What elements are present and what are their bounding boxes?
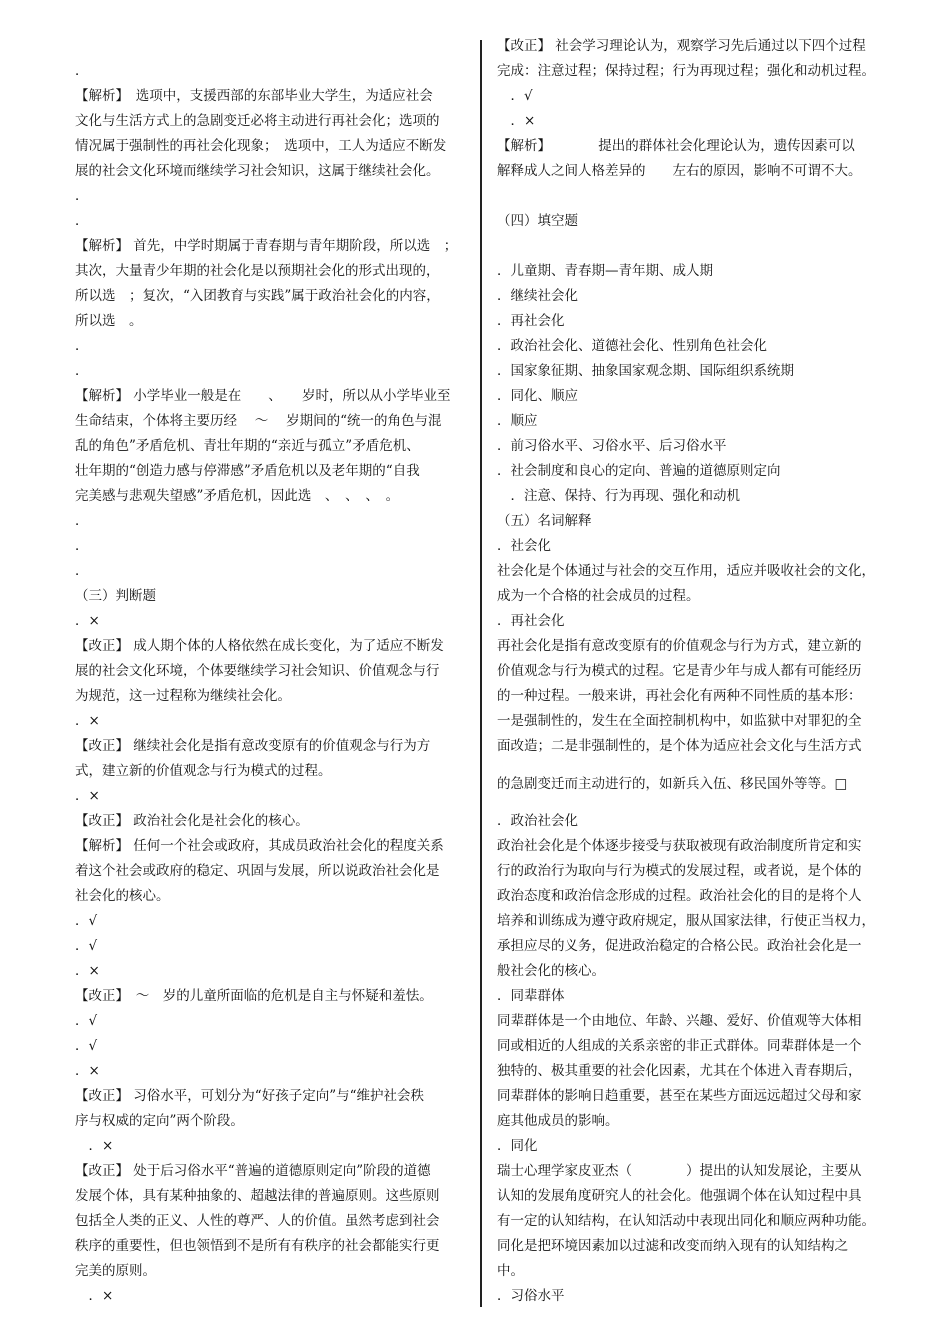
right-column-line: ．政治社会化、道德社会化、性别角色社会化	[497, 338, 767, 354]
left-column-line: ．×	[75, 788, 100, 804]
right-column-line: 同或相近的人组成的关系亲密的非正式群体。同辈群体是一个	[497, 1038, 862, 1054]
left-column-line: ．√	[75, 1013, 98, 1029]
right-column-line: ．再社会化	[497, 613, 565, 629]
left-column-line: 【改正】 政治社会化是社会化的核心。	[75, 813, 309, 829]
left-column-line: 序与权威的定向”两个阶段。	[75, 1113, 244, 1129]
right-column-line: 政治态度和政治信念形成的过程。政治社会化的目的是将个人	[497, 888, 862, 904]
left-column-line: 所以选 。	[75, 313, 143, 329]
right-column-line: 面改造；二是非强制性的，是个体为适应社会文化与生活方式	[497, 738, 862, 754]
left-column-line: 【解析】 首先，中学时期属于青春期与青年期阶段，所以选 ；	[75, 238, 458, 254]
right-column-line: 解释成人之间人格差异的 左右的原因，影响不可谓不大。	[497, 163, 862, 179]
right-column-line: 成为一个合格的社会成员的过程。	[497, 588, 700, 604]
left-column-line: 着这个社会或政府的稳定、巩固与发展，所以说政治社会化是	[75, 863, 440, 879]
right-column-line: ．同化、顺应	[497, 388, 578, 404]
right-column-line: 培养和训练成为遵守政府规定，服从国家法律，行使正当权力，	[497, 913, 875, 929]
left-column-line: ．	[75, 188, 89, 204]
right-column-line: 再社会化是指有意改变原有的价值观念与行为方式，建立新的	[497, 638, 862, 654]
left-column-line: 为规范，这一过程称为继续社会化。	[75, 688, 291, 704]
right-column-line: 的一种过程。一般来讲，再社会化有两种不同性质的基本形：	[497, 688, 862, 704]
left-column-line: 包括全人类的正义、人性的尊严、人的价值。虽然考虑到社会	[75, 1213, 440, 1229]
right-column-line: 【改正】 社会学习理论认为，观察学习先后通过以下四个过程	[497, 38, 866, 54]
left-column-line: 【改正】 继续社会化是指有意改变原有的价值观念与行为方	[75, 738, 431, 754]
left-column-line: 社会化的核心。	[75, 888, 170, 904]
right-column-line: 同辈群体是一个由地位、年龄、兴趣、爱好、价值观等大体相	[497, 1013, 862, 1029]
left-column-line: 情况属于强制性的再社会化现象； 选项中，工人为适应不断发	[75, 138, 447, 154]
left-column-line: ．	[75, 563, 89, 579]
left-column-line: ．√	[75, 1038, 98, 1054]
left-column-line: ．×	[75, 713, 100, 729]
right-column-line: （四）填空题	[497, 213, 578, 229]
left-column-line: 【改正】 成人期个体的人格依然在成长变化，为了适应不断发	[75, 638, 444, 654]
right-column-line: 同化是把环境因素加以过滤和改变而纳入现有的认知结构之	[497, 1238, 848, 1254]
left-column-line: 发展个体，具有某种抽象的、超越法律的普遍原则。这些原则	[75, 1188, 440, 1204]
left-column-line: 完美感与悲观失望感”矛盾危机，因此选 、 、 、 。	[75, 488, 400, 504]
left-column-line: ．	[75, 538, 89, 554]
right-column-line: ．社会化	[497, 538, 551, 554]
left-column-line: 展的社会文化环境，个体要继续学习社会知识、价值观念与行	[75, 663, 440, 679]
left-column-line: （三）判断题	[75, 588, 156, 604]
right-column-line: 社会化是个体通过与社会的交互作用，适应并吸收社会的文化，	[497, 563, 875, 579]
right-column-line: 行的政治行为取向与行为模式的发展过程，或者说，是个体的	[497, 863, 862, 879]
left-column-line: 其次，大量青少年期的社会化是以预期社会化的形式出现的，	[75, 263, 440, 279]
right-column-line: ．习俗水平	[497, 1288, 565, 1304]
left-column-line: 生命结束，个体将主要历经 ～ 岁期间的“统一的角色与混	[75, 413, 442, 429]
left-column-line: ．×	[75, 1063, 100, 1079]
right-column-line: ．再社会化	[497, 313, 565, 329]
right-column-line: ．前习俗水平、习俗水平、后习俗水平	[497, 438, 727, 454]
left-column-line: ．×	[75, 1138, 114, 1154]
right-column-line: 庭其他成员的影响。	[497, 1113, 619, 1129]
column-divider	[480, 40, 482, 1307]
left-column-line: 【解析】 选项中，支援西部的东部毕业大学生，为适应社会	[75, 88, 433, 104]
left-column-line: ．×	[75, 613, 100, 629]
right-column-line: ．社会制度和良心的定向、普遍的道德原则定向	[497, 463, 781, 479]
left-column-line: ．	[75, 363, 89, 379]
left-column-line: 【改正】 处于后习俗水平“普遍的道德原则定向”阶段的道德	[75, 1163, 431, 1179]
right-column-line: ．儿童期、青春期—青年期、成人期	[497, 263, 713, 279]
right-column-line: 一是强制性的，发生在全面控制机构中，如监狱中对罪犯的全	[497, 713, 862, 729]
right-column-line: ．继续社会化	[497, 288, 578, 304]
left-column-line: ．	[75, 338, 89, 354]
right-column-line: 中。	[497, 1263, 524, 1279]
left-column-line: 所以选 ；复次，“入团教育与实践”属于政治社会化的内容，	[75, 288, 440, 304]
right-column-line: ．同辈群体	[497, 988, 565, 1004]
right-column-line: 瑞士心理学家皮亚杰（ ）提出的认知发展论，主要从	[497, 1163, 862, 1179]
left-column-line: 展的社会文化环境而继续学习社会知识，这属于继续社会化。	[75, 163, 440, 179]
left-column-line: ．	[75, 213, 89, 229]
right-column-line: 政治社会化是个体逐步接受与获取被现有政治制度所肯定和实	[497, 838, 862, 854]
left-column-line: 完美的原则。	[75, 1263, 156, 1279]
left-column-line: 【解析】 任何一个社会或政府，其成员政治社会化的程度关系	[75, 838, 444, 854]
right-column-line: 价值观念与行为模式的过程。它是青少年与成人都有可能经历	[497, 663, 862, 679]
left-column-line: 秩序的重要性，但也领悟到不是所有有秩序的社会都能实行更	[75, 1238, 440, 1254]
left-column-line: 壮年期的“创造力感与停滞感”矛盾危机以及老年期的“自我	[75, 463, 420, 479]
right-column-line: 认知的发展角度研究人的社会化。他强调个体在认知过程中具	[497, 1188, 862, 1204]
left-column-line: 文化与生活方式上的急剧变迁必将主动进行再社会化；选项的	[75, 113, 440, 129]
left-column-line: ．√	[75, 938, 98, 954]
right-column-line: 般社会化的核心。	[497, 963, 605, 979]
left-column-line: ．	[75, 513, 89, 529]
right-column-line: 有一定的认知结构，在认知活动中表现出同化和顺应两种功能。	[497, 1213, 875, 1229]
right-column-line: ．顺应	[497, 413, 538, 429]
right-column-line: 【解析】 提出的群体社会化理论认为，遗传因素可以	[497, 138, 855, 154]
right-column-line: ．注意、保持、行为再现、强化和动机	[497, 488, 740, 504]
left-column-line: ．	[75, 63, 89, 79]
right-column-line: ．政治社会化	[497, 813, 578, 829]
left-column-line: 【改正】 习俗水平，可划分为“好孩子定向”与“维护社会秩	[75, 1088, 424, 1104]
left-column-line: 式，建立新的价值观念与行为模式的过程。	[75, 763, 332, 779]
left-column-line: 乱的角色”矛盾危机、青壮年期的“亲近与孤立”矛盾危机、	[75, 438, 420, 454]
right-column-line: 的急剧变迁而主动进行的，如新兵入伍、移民国外等等。□	[497, 776, 848, 792]
left-column-line: ．√	[75, 913, 98, 929]
right-column-line: ．国家象征期、抽象国家观念期、国际组织系统期	[497, 363, 794, 379]
right-column-line: 完成：注意过程；保持过程；行为再现过程；强化和动机过程。	[497, 63, 875, 79]
right-column-line: ．√	[497, 88, 533, 104]
right-column-line: 独特的、极其重要的社会化因素，尤其在个体进入青春期后，	[497, 1063, 862, 1079]
right-column-line: ．×	[497, 113, 536, 129]
right-column-line: 同辈群体的影响日趋重要，甚至在某些方面远远超过父母和家	[497, 1088, 862, 1104]
left-column-line: 【改正】 ～ 岁的儿童所面临的危机是自主与怀疑和羞怯。	[75, 988, 433, 1004]
left-column-line: ．×	[75, 963, 100, 979]
right-column-line: （五）名词解释	[497, 513, 592, 529]
right-column-line: ．同化	[497, 1138, 538, 1154]
right-column-line: 承担应尽的义务，促进政治稳定的合格公民。政治社会化是一	[497, 938, 862, 954]
left-column-line: ．×	[75, 1288, 114, 1304]
left-column-line: 【解析】 小学毕业一般是在 、 岁时，所以从小学毕业至	[75, 388, 451, 404]
